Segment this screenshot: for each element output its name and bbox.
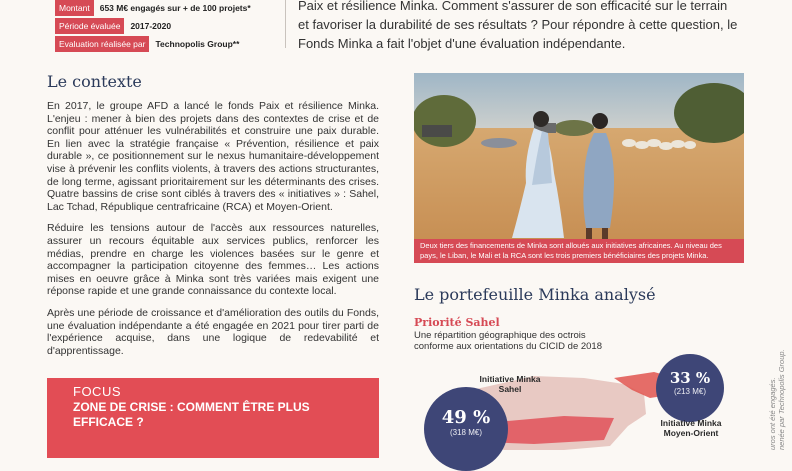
priority-description: Une répartition géographique des octrois conforme aux orientations du CICID de 2018 <box>414 330 602 352</box>
focus-title: ZONE DE CRISE : COMMENT ÊTRE PLUS EFFICACE ? <box>73 400 310 429</box>
initiative-label-line: Initiative Minka <box>479 374 541 384</box>
footnote-line: uros ont été engagés. <box>768 377 777 450</box>
middle-east-share-bubble <box>656 354 724 422</box>
initiative-label-middle-east <box>648 418 734 438</box>
share-amount: (318 M€) <box>449 428 482 437</box>
side-footnote <box>764 344 786 450</box>
intro-text: Paix et résilience Minka. Comment s'assurer de son efficacité sur le terrain et favoriser la durabilité de ses résultats ? Pour répondre à cette question, le Fonds Minka a fait l'objet d'une évaluation indépendante. <box>298 0 738 51</box>
info-row-period <box>55 18 285 34</box>
focus-box <box>47 378 379 458</box>
info-value: 2017-2020 <box>130 21 172 31</box>
divider <box>285 0 286 48</box>
info-value: 653 M€ engagés sur + de 100 projets* <box>99 3 251 13</box>
footnote-text <box>768 349 786 450</box>
info-label: Période évaluée <box>55 18 124 34</box>
initiative-label-line: Sahel <box>498 384 522 394</box>
info-label: Evaluation réalisée par <box>55 36 149 52</box>
photo-caption: Deux tiers des financements de Minka sont alloués aux initiatives africaines. Au niveau des pays, le Liban, le Mali et la RCA sont les trois premiers bénéficiaires des projets Minka. <box>414 239 744 263</box>
info-value: Technopolis Group** <box>155 39 240 49</box>
info-label: Montant <box>55 0 94 16</box>
context-paragraph: Après une période de croissance et d'amélioration des outils du Fonds, une évaluation indépendante a été engagée en 2021 pour tirer parti de l'expérience acquise, dans une logique de redevabilité et d'apprentissage. <box>47 306 379 357</box>
footnote-line: nenée par Technopolis Group. <box>777 349 786 450</box>
priority-title: Priorité Sahel <box>414 316 500 329</box>
initiative-label-line: Moyen-Orient <box>663 428 719 438</box>
info-row-evaluator <box>55 36 285 52</box>
initiative-label-line: Initiative Minka <box>660 418 722 428</box>
info-row-amount <box>55 0 285 16</box>
share-percent: 49 % <box>441 407 491 428</box>
context-paragraph: Réduire les tensions autour de l'accès aux ressources naturelles, assurer un recours équitable aux services publics, renforcer les médias, prendre en charge les violences basées sur le genre et accompagner la participation citoyenne des femmes… Les actions mises en oeuvre grâce à Minka sont très variées mais exigent une réponse rapide et une grande connaissance du contexte local. <box>47 222 379 298</box>
portfolio-heading: Le portefeuille Minka analysé <box>414 285 656 304</box>
project-info-table <box>55 0 285 54</box>
focus-label: FOCUS <box>73 384 121 399</box>
share-amount: (213 M€) <box>673 387 706 396</box>
context-paragraph: En 2017, le groupe AFD a lancé le fonds Paix et résilience Minka. L'enjeu : mener à bien des projets dans des contextes de crise et de conflit pour atténuer les vulnérabilités et construire une paix durable. En lien avec la stratégie française « Prévention, résilience et paix durable », ce positionnement sur le nexus humanitaire-développement vise à prévenir les conflits violents, à travers des actions structurantes, de long terme, agissant prioritairement sur les déterminants des crises. Quatre bassins de crise sont ciblés à travers des « initiatives » : Sahel, Lac Tchad, République centrafricaine (RCA) et Moyen-Orient. <box>47 100 379 213</box>
context-heading: Le contexte <box>47 72 142 91</box>
context-body <box>47 100 379 366</box>
share-percent: 33 % <box>669 369 711 387</box>
photo-illustration <box>414 73 744 263</box>
sahel-share-bubble <box>424 387 508 471</box>
photo-sahel <box>414 73 744 263</box>
